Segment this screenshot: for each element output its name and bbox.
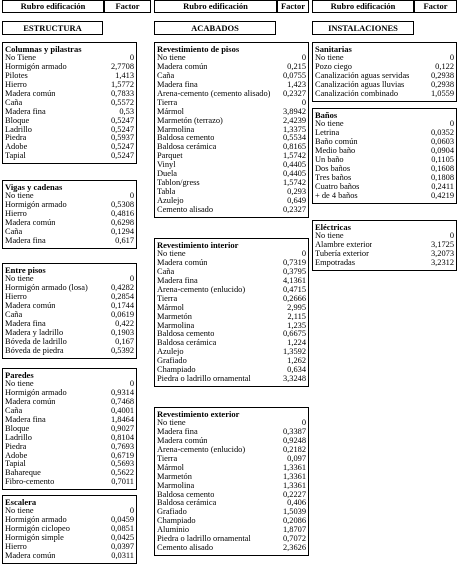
- item-label: Hierro: [5, 80, 27, 89]
- item-factor: 0,5308: [110, 199, 134, 209]
- item-factor: 0,1105: [431, 154, 454, 164]
- item-factor: 0,167: [115, 336, 134, 346]
- item-label: Grafiado: [157, 508, 187, 517]
- item-factor: 0,2938: [430, 79, 454, 89]
- item-factor: 0,4282: [110, 282, 134, 292]
- table-row: [3, 99, 136, 108]
- item-label: Hierro: [5, 209, 27, 218]
- item-label: Grafiado: [157, 357, 187, 366]
- item-label: Cemento alisado: [157, 544, 214, 553]
- section-estructura: ESTRUCTURA: [2, 21, 103, 35]
- table-row: [155, 330, 308, 339]
- item-factor: 4,1361: [282, 275, 306, 285]
- section-box: [154, 238, 309, 387]
- item-label: Empotradas: [315, 258, 356, 267]
- item-label: No tiene: [315, 120, 344, 128]
- item-factor: 0,5572: [110, 97, 134, 107]
- item-label: Hormigón ciclopeo: [5, 524, 70, 533]
- item-factor: 0,2854: [110, 291, 134, 301]
- item-label: Un baño: [315, 155, 344, 164]
- item-label: Baldosa cerámica: [157, 499, 217, 508]
- item-factor: 1,3361: [282, 462, 306, 472]
- item-factor: 0,6719: [110, 450, 134, 460]
- item-label: Champiado: [157, 366, 196, 375]
- section-title: Sanitarias: [315, 44, 352, 54]
- item-factor: 0,4405: [282, 160, 306, 170]
- table-row: [155, 72, 308, 81]
- item-label: Canalización aguas servidas: [315, 71, 410, 80]
- item-label: No tiene: [157, 250, 186, 258]
- item-label: Ladrillo: [5, 125, 32, 134]
- item-factor: 0,617: [115, 235, 134, 245]
- item-factor: 0,2182: [282, 444, 306, 454]
- item-label: Ladrillo: [5, 433, 32, 442]
- item-factor: 0,0425: [110, 532, 134, 542]
- header-rubro: Rubro edificación: [312, 0, 414, 13]
- item-factor: 1,8464: [110, 414, 134, 424]
- header-estructura: [2, 0, 151, 13]
- item-label: Madera fina: [157, 80, 198, 89]
- table-row: [313, 90, 456, 99]
- item-label: Tierra: [157, 454, 178, 463]
- section-box: [2, 263, 137, 359]
- item-factor: 0,5937: [110, 133, 134, 143]
- section-box: [2, 368, 137, 490]
- item-factor: 0,8104: [110, 432, 134, 442]
- item-label: Baldosa cerámica: [157, 143, 217, 152]
- item-factor: 0,1903: [110, 327, 134, 337]
- table-row: [3, 152, 136, 161]
- item-factor: 0: [301, 418, 306, 427]
- item-factor: 0,2938: [430, 70, 454, 80]
- section-box: [312, 220, 457, 271]
- item-factor: 2,7708: [110, 61, 134, 71]
- section-title: Revestimiento exterior: [157, 409, 240, 419]
- item-factor: 0: [449, 53, 454, 62]
- item-label: Marmetón (terrazo): [157, 116, 223, 125]
- item-factor: 0: [449, 231, 454, 240]
- item-label: Pilotes: [5, 71, 28, 80]
- item-label: No tiene: [157, 54, 186, 62]
- item-factor: 0,0603: [430, 136, 454, 146]
- table-row: [155, 295, 308, 304]
- item-factor: 0,2086: [282, 516, 306, 526]
- item-factor: 1,262: [287, 356, 306, 366]
- section-box: [154, 42, 309, 218]
- item-label: Pozo ciego: [315, 62, 352, 71]
- item-label: Hormigón armado: [5, 200, 67, 209]
- header-factor: Factor: [414, 0, 457, 13]
- item-label: Marmolina: [157, 481, 195, 490]
- item-label: Vinyl: [157, 161, 176, 170]
- item-label: Bóveda de piedra: [5, 346, 64, 355]
- item-label: Baldosa cemento: [157, 330, 215, 339]
- item-label: Marmetón: [157, 312, 192, 321]
- item-factor: 0,5392: [110, 345, 134, 355]
- table-row: [155, 375, 308, 384]
- table-row: [155, 313, 308, 322]
- item-factor: 0,7693: [110, 441, 134, 451]
- section-title: Escalera: [5, 497, 37, 507]
- item-label: Madera común: [5, 551, 56, 560]
- item-label: Tablon/gress: [157, 179, 200, 188]
- table-row: [313, 192, 456, 201]
- item-label: Tres baños: [315, 173, 352, 182]
- item-label: Baldosa cemento: [157, 490, 215, 499]
- table-row: [3, 347, 136, 356]
- table-row: [155, 348, 308, 357]
- item-label: Adobe: [5, 451, 28, 460]
- table-row: [3, 552, 136, 561]
- item-factor: 0,5534: [282, 133, 306, 143]
- section-acabados: ACABADOS: [154, 21, 276, 35]
- item-label: Piedra o ladrillo ornamental: [157, 535, 251, 544]
- item-label: Mármol: [157, 303, 184, 312]
- item-factor: 0: [301, 53, 306, 62]
- item-label: Aluminio: [157, 526, 190, 535]
- item-factor: 0,2666: [282, 293, 306, 303]
- item-label: Madera fina: [157, 276, 198, 285]
- item-factor: 0,0755: [282, 70, 306, 80]
- item-label: Arena-cemento (enlucido): [157, 285, 246, 294]
- item-label: Madera fina: [5, 107, 46, 116]
- item-factor: 0,0397: [110, 541, 134, 551]
- header-factor: Factor: [277, 0, 309, 13]
- table-row: [155, 90, 308, 99]
- item-factor: 0,5693: [110, 459, 134, 469]
- item-factor: 0,9314: [110, 387, 134, 397]
- item-label: Baldosa cemento: [157, 134, 215, 143]
- item-factor: 0,122: [435, 61, 454, 71]
- item-factor: 0,0851: [110, 523, 134, 533]
- item-factor: 0,3795: [282, 266, 306, 276]
- item-label: No tiene: [157, 419, 186, 427]
- section-title: Revestimiento de pisos: [157, 44, 240, 54]
- section-box: [312, 42, 457, 102]
- item-factor: 3,3248: [282, 374, 306, 384]
- item-factor: 0: [129, 191, 134, 200]
- item-factor: 0,6298: [110, 217, 134, 227]
- item-label: Hormigón armado: [5, 388, 67, 397]
- item-factor: 0,0904: [430, 145, 454, 155]
- item-label: Tapial: [5, 460, 26, 469]
- item-label: Mármol: [157, 107, 184, 116]
- section-title: Baños: [315, 110, 338, 120]
- item-factor: 0,1808: [430, 172, 454, 182]
- header-factor: Factor: [104, 0, 151, 13]
- item-label: Caña: [157, 71, 175, 80]
- item-factor: 0: [301, 249, 306, 258]
- section-title: Eléctricas: [315, 222, 351, 232]
- table-row: [155, 544, 308, 553]
- item-factor: 0: [129, 274, 134, 283]
- item-label: Piedra: [5, 134, 27, 143]
- item-factor: 0,097: [287, 453, 306, 463]
- item-label: Caña: [5, 227, 23, 236]
- item-label: Hormigón armado: [5, 62, 67, 71]
- item-factor: 0,7468: [110, 396, 134, 406]
- item-label: Cuatro baños: [315, 182, 360, 191]
- item-label: Madera fina: [5, 415, 46, 424]
- item-factor: 0,5247: [110, 151, 134, 161]
- item-label: Baño común: [315, 137, 358, 146]
- item-label: Madera común: [157, 62, 208, 71]
- header-acabados: [154, 0, 309, 13]
- section-title: Vigas y cadenas: [5, 182, 63, 192]
- item-label: No tiene: [5, 275, 34, 283]
- section-box: [2, 42, 137, 164]
- item-label: Medio baño: [315, 146, 356, 155]
- item-label: Hierro: [5, 292, 27, 301]
- item-label: Tabla: [157, 188, 176, 197]
- item-factor: 1,3592: [282, 347, 306, 357]
- item-label: Madera común: [5, 301, 56, 310]
- item-label: Madera común: [5, 397, 56, 406]
- section-title: Paredes: [5, 370, 34, 380]
- section-box: [2, 495, 137, 564]
- item-label: Madera común: [157, 258, 208, 267]
- item-factor: 0,4405: [282, 169, 306, 179]
- table-row: [3, 478, 136, 487]
- item-label: Madera común: [157, 436, 208, 445]
- item-label: Bahareque: [5, 469, 41, 478]
- item-factor: 1,3361: [282, 471, 306, 481]
- item-factor: 0: [129, 506, 134, 515]
- item-factor: 0,649: [287, 196, 306, 205]
- table-row: [155, 206, 308, 215]
- table-row: [155, 446, 308, 455]
- item-label: Azulejo: [157, 197, 184, 205]
- item-label: Alambre exterior: [315, 240, 373, 249]
- item-factor: 0,0619: [110, 309, 134, 319]
- table-row: [155, 179, 308, 188]
- section-title: Entre pisos: [5, 265, 46, 275]
- item-label: Madera y ladrillo: [5, 328, 64, 337]
- item-factor: 1,423: [287, 79, 306, 89]
- item-label: Hormigón simple: [5, 533, 64, 542]
- item-factor: 0,2327: [282, 88, 306, 98]
- item-factor: 0,7072: [282, 534, 306, 544]
- item-label: No tiene: [315, 54, 344, 62]
- item-label: Tierra: [157, 294, 178, 303]
- item-label: Adobe: [5, 143, 28, 152]
- item-factor: 0,4001: [110, 405, 134, 415]
- item-label: Arena-cemento (enlucido): [157, 445, 246, 454]
- section-instalaciones: INSTALACIONES: [312, 21, 414, 35]
- section-box: [312, 108, 457, 204]
- item-factor: 3,2312: [430, 257, 454, 267]
- item-factor: 0,634: [287, 365, 306, 375]
- item-label: Champiado: [157, 517, 196, 526]
- item-label: Bloque: [5, 116, 30, 125]
- item-factor: 0,7011: [111, 477, 134, 487]
- item-label: Tubería exterior: [315, 249, 369, 258]
- item-label: No tiene: [5, 507, 34, 515]
- item-label: Marmolina: [157, 125, 195, 134]
- item-factor: 1,5039: [282, 507, 306, 517]
- item-factor: 0,9248: [282, 435, 306, 445]
- item-factor: 2,115: [287, 311, 306, 321]
- item-factor: 0,5622: [110, 468, 134, 478]
- item-label: No Tiene: [5, 54, 36, 62]
- item-factor: 0,1294: [110, 226, 134, 236]
- item-factor: 0,5247: [110, 142, 134, 152]
- item-label: Piedra: [5, 442, 27, 451]
- item-factor: 0: [449, 119, 454, 128]
- table-row: [155, 491, 308, 500]
- item-label: Mármol: [157, 463, 184, 472]
- item-label: Canalización combinado: [315, 89, 399, 98]
- item-factor: 2,4239: [282, 115, 306, 125]
- item-label: Bóveda de ladrillo: [5, 337, 67, 346]
- item-factor: 0,1744: [110, 300, 134, 310]
- item-label: No tiene: [5, 380, 34, 388]
- item-factor: 0,5247: [110, 115, 134, 125]
- item-label: Madera fina: [157, 427, 198, 436]
- item-label: Tierra: [157, 98, 178, 107]
- item-factor: 1,5742: [282, 151, 306, 161]
- item-factor: 0,0352: [430, 127, 454, 137]
- item-factor: 1,5772: [110, 79, 134, 89]
- item-factor: 0,53: [119, 106, 134, 116]
- item-label: Hormigón armado (losa): [5, 283, 88, 292]
- item-factor: 0,1608: [430, 163, 454, 173]
- item-label: No tiene: [5, 192, 34, 200]
- item-factor: 0,3387: [282, 426, 306, 436]
- item-label: Arena-cemento (cemento alisado): [157, 89, 271, 98]
- item-label: Parquet: [157, 152, 183, 161]
- item-label: Madera común: [5, 89, 56, 98]
- item-label: Dos baños: [315, 164, 351, 173]
- item-label: Caña: [5, 406, 23, 415]
- item-label: No tiene: [315, 232, 344, 240]
- item-factor: 0,5247: [110, 124, 134, 134]
- header-instalaciones: [312, 0, 457, 13]
- item-label: Caña: [157, 267, 175, 276]
- header-rubro: Rubro edificación: [154, 0, 277, 13]
- item-factor: 0,422: [115, 318, 134, 328]
- item-factor: 0,215: [287, 61, 306, 71]
- section-box: [154, 407, 309, 556]
- item-factor: 1,3361: [282, 480, 306, 490]
- item-factor: 2,3626: [282, 543, 306, 553]
- item-factor: 0,9027: [110, 423, 134, 433]
- item-label: Piedra o ladrillo ornamental: [157, 375, 251, 384]
- table-row: [155, 357, 308, 366]
- item-factor: 0: [129, 379, 134, 388]
- item-factor: 3,1725: [430, 239, 454, 249]
- item-label: Fibro-cemento: [5, 478, 55, 487]
- item-factor: 3,8942: [282, 106, 306, 116]
- item-label: Canalización aguas lluvias: [315, 80, 405, 89]
- item-factor: 2,995: [287, 302, 306, 312]
- table-row: [155, 304, 308, 313]
- item-factor: 3,2073: [430, 248, 454, 258]
- table-row: [313, 259, 456, 268]
- item-label: Bloque: [5, 424, 30, 433]
- header-rubro: Rubro edificación: [2, 0, 104, 13]
- item-label: Marmolina: [157, 321, 195, 330]
- item-factor: 0,2227: [282, 489, 306, 499]
- section-box: [2, 180, 137, 249]
- item-label: Letrina: [315, 128, 340, 137]
- item-label: Cemento alisado: [157, 205, 214, 214]
- item-factor: 1,8707: [282, 525, 306, 535]
- item-factor: 0,7319: [282, 257, 306, 267]
- item-label: Madera común: [5, 218, 56, 227]
- item-factor: 0,2411: [431, 181, 454, 191]
- item-label: + de 4 baños: [315, 191, 358, 200]
- item-factor: 0: [129, 53, 134, 62]
- item-factor: 1,413: [115, 70, 134, 80]
- item-factor: 1,5742: [282, 178, 306, 188]
- item-factor: 0,2327: [282, 204, 306, 214]
- table-row: [155, 188, 308, 197]
- item-label: Tapial: [5, 152, 26, 161]
- item-label: Hormigón armado: [5, 515, 67, 524]
- table-row: [155, 54, 308, 63]
- item-label: Madera fina: [5, 319, 46, 328]
- item-factor: 0,7833: [110, 88, 134, 98]
- item-factor: 1,224: [287, 338, 306, 348]
- item-label: Caña: [5, 310, 23, 319]
- item-factor: 0,6675: [282, 329, 306, 339]
- item-factor: 0,0459: [110, 514, 134, 524]
- item-factor: 0: [301, 97, 306, 107]
- section-title: Revestimiento interior: [157, 240, 239, 250]
- item-factor: 0,406: [287, 498, 306, 508]
- item-factor: 1,3375: [282, 124, 306, 134]
- item-factor: 1,235: [287, 320, 306, 330]
- item-label: Madera fina: [5, 236, 46, 245]
- table-row: [3, 237, 136, 246]
- item-factor: 0,8165: [282, 142, 306, 152]
- item-label: Duela: [157, 170, 177, 179]
- item-label: Azulejo: [157, 348, 184, 357]
- item-factor: 1,0559: [430, 88, 454, 98]
- item-label: Marmetón: [157, 472, 192, 481]
- item-factor: 0,4715: [282, 284, 306, 294]
- item-factor: 0,4816: [110, 208, 134, 218]
- item-label: Caña: [5, 98, 23, 107]
- section-title: Columnas y pilastras: [5, 44, 82, 54]
- item-factor: 0,4219: [430, 190, 454, 200]
- item-label: Hierro: [5, 542, 27, 551]
- item-factor: 0,0311: [111, 550, 134, 560]
- item-label: Baldosa cerámica: [157, 339, 217, 348]
- item-factor: 0,293: [287, 187, 306, 197]
